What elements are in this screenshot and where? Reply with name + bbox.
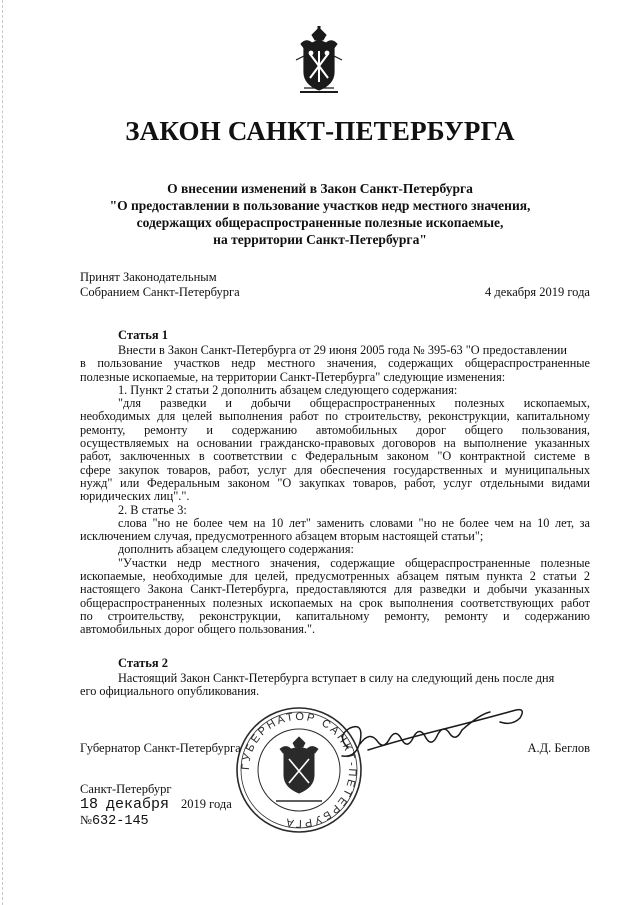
paragraph-line: Внести в Закон Санкт-Петербурга от 29 июня 2005 года № 395-63 "О предоставлении [118,343,567,357]
paragraph-line: нужд" или Федеральным законом "О закупках товаров, работ, услуг отдельными видами [80,475,590,490]
paragraph-line: полезные ископаемые, на территории Санкт-Петербурга" следующие изменения: [80,369,506,384]
adoption-line: Принят Законодательным [80,270,217,284]
subtitle-line: на территории Санкт-Петербурга" [213,232,427,247]
paragraph-line: настоящего Закона Санкт-Петербурга, предоставляются для разведки и добычи указанных [80,582,590,597]
paragraph-line: работ, заключенных в соответствии с Федеральным законом "О контрактной системе в [80,449,590,464]
law-title: ЗАКОН САНКТ-ПЕТЕРБУРГА [125,116,515,146]
paragraph-line: исключением случая, предусмотренного абзацем вторым настоящей статьи"; [80,529,484,544]
paragraph-line: дополнить абзацем следующего содержания: [118,542,354,557]
paragraph-line: "Участки недр местного значения, содержащие общераспространенные полезные [118,555,590,570]
governor-title: Губернатор Санкт-Петербурга [80,741,241,755]
paragraph-line: сфере закупок товаров, работ, услуг для обеспечения государственных и муниципальных [80,462,590,477]
subtitle-line: содержащих общераспространенные полезные ископаемые, [136,215,504,230]
adoption-statement [80,270,240,300]
paragraph-line: 1. Пункт 2 статьи 2 дополнить абзацем следующего содержания: [118,382,458,397]
adoption-date: 4 декабря 2019 года [485,285,590,299]
registration-number [80,813,149,829]
paragraph-line: "для разведки и добычи общераспространенных полезных ископаемых, [118,396,590,411]
adoption-line: Собранием Санкт-Петербурга [80,285,240,299]
handwritten-signature [330,700,530,770]
paragraph-line: автомобильных дорог общего пользования.". [80,622,316,637]
article-2-heading: Статья 2 [118,656,168,670]
subtitle-line: "О предоставлении в пользование участков недр местного значения, [109,198,531,213]
paragraph-line: общераспространенных полезных ископаемых на срок выполнения соответствующих работ [80,595,590,610]
article-2-body [80,672,590,699]
paragraph-line: необходимых для целей выполнения работ по строительству, реконструкции, капитальному [80,409,590,424]
signing-date [80,796,232,813]
seal-text: ГУБЕРНАТОР САНКТ-ПЕТЕРБУРГА [239,710,359,830]
paragraph-line: осуществляемых на основании гражданско-правовых договоров на выполнение указанных [80,436,590,451]
paragraph-line: 2. В статье 3: [118,502,187,517]
number-value: 632-145 [91,814,149,829]
paragraph-line: ископаемые, необходимые для целей, предусмотренных абзацем пятым пункта 2 статьи 2 [80,569,590,584]
paragraph-line: юридических лиц".". [80,489,190,504]
number-sign: № [80,813,92,827]
law-subtitle [80,180,560,248]
paragraph-line: слова "но не более чем на 10 лет" заменить словами "но не более чем на 10 лет, за [118,515,590,530]
signing-year: 2019 года [181,797,232,811]
paragraph-line: в пользование участков недр местного значения, содержащих общераспространенные [80,356,590,371]
signing-city: Санкт-Петербург [80,782,172,796]
subtitle-line: О внесении изменений в Закон Санкт-Петербурга [167,181,473,196]
governor-name: А.Д. Беглов [527,741,590,755]
paragraph-line: Настоящий Закон Санкт-Петербурга вступает в силу на следующий день после дня [118,671,555,685]
paragraph-line: ремонту, ремонту и содержанию автомобильных дорог общего пользования, [80,422,590,437]
paragraph-line: его официального опубликования. [80,684,260,699]
signing-day: 18 [80,796,99,813]
paragraph-line: по строительству, реконструкции, капитальному ремонту, ремонту и содержанию [80,608,590,623]
article-1-body [80,344,590,637]
coat-of-arms-icon [290,26,348,96]
article-1-heading: Статья 1 [118,328,168,342]
signing-month: декабря [106,796,170,813]
